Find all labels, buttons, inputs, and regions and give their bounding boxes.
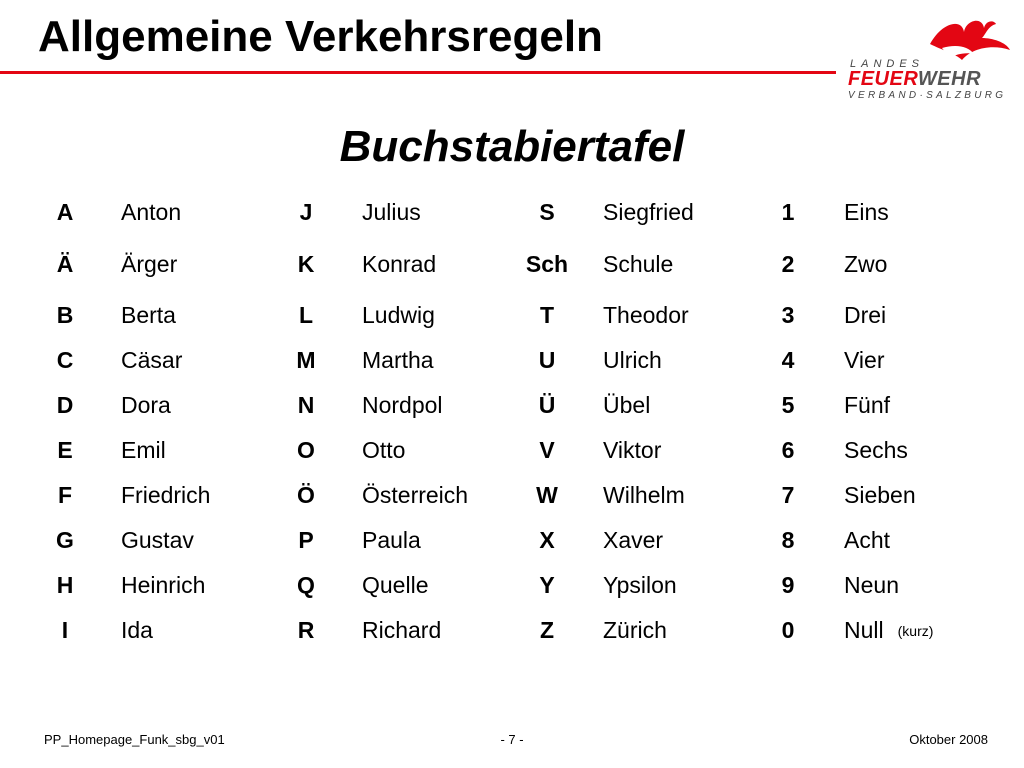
letter-text: A	[56, 199, 74, 225]
letter-text: B	[56, 302, 74, 328]
table-letter	[758, 527, 818, 554]
word-text: Zürich	[603, 617, 667, 643]
table-letter	[758, 392, 818, 419]
table-letter	[35, 392, 95, 419]
table-letter	[35, 251, 95, 278]
word-text: Paula	[362, 527, 421, 553]
table-word	[603, 347, 662, 374]
word-text: Drei	[844, 302, 887, 328]
word-text: Heinrich	[121, 572, 206, 598]
table-word	[362, 199, 421, 226]
table-letter	[517, 617, 577, 644]
table-word	[121, 347, 182, 374]
table-word	[603, 199, 694, 226]
table-word	[121, 572, 205, 599]
table-row	[0, 339, 1024, 379]
table-row	[0, 384, 1024, 424]
word-text: Wilhelm	[603, 482, 685, 508]
table-letter	[276, 251, 336, 278]
letter-text: N	[297, 392, 315, 418]
table-letter	[35, 302, 95, 329]
word-text: Vier	[844, 347, 885, 373]
table-word	[603, 617, 667, 644]
table-word	[121, 392, 171, 419]
logo-wordmark	[848, 68, 981, 91]
table-word	[362, 302, 435, 329]
table-letter	[276, 617, 336, 644]
word-text: Sieben	[844, 482, 916, 508]
table-row	[0, 474, 1024, 514]
table-letter	[758, 617, 818, 644]
page-title: Allgemeine Verkehrsregeln	[38, 12, 603, 61]
table-word	[362, 392, 443, 419]
table-letter	[276, 392, 336, 419]
table-word	[362, 572, 428, 599]
word-text: Berta	[121, 302, 176, 328]
word-text: Nordpol	[362, 392, 443, 418]
word-text: Zwo	[844, 251, 888, 277]
word-text: Otto	[362, 437, 406, 463]
letter-text: W	[536, 482, 558, 508]
word-text: Ludwig	[362, 302, 435, 328]
letter-text: Y	[539, 572, 555, 598]
word-text: Österreich	[362, 482, 469, 508]
word-text: Acht	[844, 527, 891, 553]
table-letter	[517, 302, 577, 329]
logo-line-landes: LANDES	[850, 58, 925, 70]
table-word	[844, 482, 916, 509]
letter-text: P	[298, 527, 314, 553]
word-text: Eins	[844, 199, 889, 225]
table-word	[844, 392, 890, 419]
table-word	[844, 302, 886, 329]
word-text: Cäsar	[121, 347, 183, 373]
word-text: Ärger	[121, 251, 178, 277]
table-word	[603, 251, 673, 278]
table-letter	[758, 251, 818, 278]
letter-text: 2	[781, 251, 795, 277]
word-text: Xaver	[603, 527, 664, 553]
letter-text: Sch	[525, 251, 569, 277]
table-letter	[517, 199, 577, 226]
table-word	[844, 347, 885, 374]
letter-text: 4	[781, 347, 795, 373]
letter-text: D	[56, 392, 74, 418]
letter-text: 0	[781, 617, 795, 643]
letter-text: R	[297, 617, 315, 643]
table-letter	[758, 347, 818, 374]
word-text: Fünf	[844, 392, 891, 418]
table-word	[121, 617, 153, 644]
word-text: Gustav	[121, 527, 194, 553]
table-letter	[276, 482, 336, 509]
header-divider	[0, 71, 836, 74]
word-text: Sechs	[844, 437, 908, 463]
word-text: Viktor	[603, 437, 662, 463]
table-word	[844, 251, 887, 278]
letter-text: 9	[781, 572, 795, 598]
word-text: Ida	[121, 617, 153, 643]
table-note: (kurz)	[897, 623, 934, 639]
table-letter	[758, 199, 818, 226]
table-letter	[517, 251, 577, 278]
feuerwehr-logo	[842, 14, 1012, 104]
letter-text: L	[298, 302, 314, 328]
table-letter	[517, 572, 577, 599]
table-letter	[276, 347, 336, 374]
table-word	[362, 617, 441, 644]
table-word	[362, 437, 405, 464]
word-text: Quelle	[362, 572, 429, 598]
word-text: Schule	[603, 251, 674, 277]
footer-date: Oktober 2008	[909, 732, 988, 747]
word-text: Ulrich	[603, 347, 662, 373]
word-text: Konrad	[362, 251, 437, 277]
table-word	[603, 437, 661, 464]
table-letter	[517, 392, 577, 419]
word-text: Anton	[121, 199, 182, 225]
word-text: Null	[844, 617, 884, 643]
table-word	[121, 527, 194, 554]
logo-word-wehr: WEHR	[917, 68, 982, 90]
letter-text: Q	[297, 572, 315, 598]
table-word	[362, 251, 436, 278]
letter-text: Ö	[297, 482, 315, 508]
word-text: Richard	[362, 617, 442, 643]
slide-subtitle: Buchstabiertafel	[339, 122, 685, 171]
letter-text: J	[299, 199, 313, 225]
letter-text: Ä	[56, 251, 74, 277]
table-row	[0, 609, 1024, 649]
letter-text: H	[56, 572, 74, 598]
table-word	[603, 392, 650, 419]
table-word	[844, 572, 899, 599]
table-word	[362, 347, 434, 374]
letter-text: 1	[781, 199, 795, 225]
table-letter	[276, 527, 336, 554]
table-row	[0, 564, 1024, 604]
table-letter	[35, 347, 95, 374]
word-text: Friedrich	[121, 482, 211, 508]
table-word	[121, 482, 210, 509]
table-letter	[35, 199, 95, 226]
word-text: Ypsilon	[603, 572, 677, 598]
table-row	[0, 191, 1024, 231]
word-text: Julius	[362, 199, 421, 225]
table-letter	[517, 527, 577, 554]
letter-text: M	[296, 347, 316, 373]
letter-text: G	[56, 527, 74, 553]
letter-text: S	[539, 199, 555, 225]
word-text: Siegfried	[603, 199, 694, 225]
letter-text: V	[539, 437, 555, 463]
table-word	[844, 437, 908, 464]
footer-filename: PP_Homepage_Funk_sbg_v01	[44, 732, 225, 747]
letter-text: Ü	[538, 392, 556, 418]
table-letter	[758, 482, 818, 509]
table-row	[0, 429, 1024, 469]
table-letter	[35, 617, 95, 644]
letter-text: 3	[781, 302, 795, 328]
table-word	[362, 482, 468, 509]
logo-line-verband: VERBAND·SALZBURG	[848, 90, 1007, 101]
letter-text: F	[57, 482, 73, 508]
table-letter	[758, 302, 818, 329]
table-word	[603, 572, 677, 599]
footer-page-number: - 7 -	[500, 732, 524, 747]
table-letter	[758, 437, 818, 464]
letter-text: 5	[781, 392, 795, 418]
table-word	[603, 302, 689, 329]
table-letter	[517, 347, 577, 374]
letter-text: U	[538, 347, 556, 373]
logo-word-feuer: FEUER	[848, 68, 918, 90]
table-letter	[276, 199, 336, 226]
flame-swoosh-icon	[922, 14, 1012, 74]
table-word	[844, 199, 889, 226]
table-letter	[517, 482, 577, 509]
table-letter	[517, 437, 577, 464]
letter-text: K	[297, 251, 315, 277]
table-row	[0, 519, 1024, 559]
table-word	[844, 617, 933, 644]
word-text: Übel	[603, 392, 651, 418]
table-letter	[35, 527, 95, 554]
letter-text: Z	[539, 617, 555, 643]
letter-text: 6	[781, 437, 795, 463]
table-word	[121, 302, 176, 329]
word-text: Dora	[121, 392, 171, 418]
letter-text: X	[539, 527, 555, 553]
table-letter	[35, 437, 95, 464]
word-text: Martha	[362, 347, 434, 373]
table-word	[844, 527, 890, 554]
table-word	[603, 527, 663, 554]
word-text: Emil	[121, 437, 166, 463]
table-letter	[35, 482, 95, 509]
letter-text: O	[297, 437, 315, 463]
table-letter	[276, 437, 336, 464]
table-letter	[276, 572, 336, 599]
table-letter	[276, 302, 336, 329]
letter-text: 7	[781, 482, 795, 508]
word-text: Neun	[844, 572, 899, 598]
letter-text: E	[57, 437, 73, 463]
table-letter	[758, 572, 818, 599]
table-word	[121, 437, 166, 464]
letter-text: T	[539, 302, 555, 328]
table-word	[121, 251, 177, 278]
table-word	[362, 527, 421, 554]
letter-text: 8	[781, 527, 795, 553]
word-text: Theodor	[603, 302, 689, 328]
table-row	[0, 294, 1024, 334]
table-row	[0, 243, 1024, 283]
letter-text: C	[56, 347, 74, 373]
table-letter	[35, 572, 95, 599]
letter-text: I	[61, 617, 69, 643]
table-word	[121, 199, 181, 226]
table-word	[603, 482, 685, 509]
